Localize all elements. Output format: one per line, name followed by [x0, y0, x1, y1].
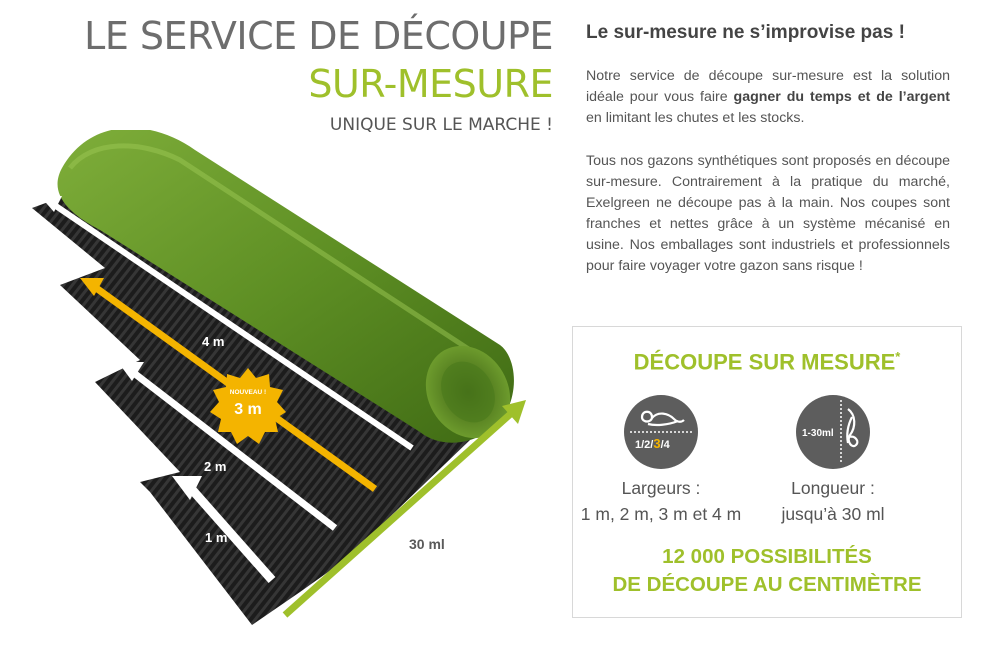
width-cut-icon — [624, 395, 698, 469]
box-title — [573, 349, 961, 375]
label-2m: 2 m — [204, 459, 227, 474]
details-paragraph: Tous nos gazons synthétiques sont proposés en découpe sur-mesure. Contrairement à la pratique du marché, Exelgreen ne découpe pas à la main. Nos coupes sont franches et nettes grâce à un système mécanisé en usine. Nos emballages sont industriels et professionnels pour faire voyager votre gazon sans risque ! — [586, 153, 950, 274]
custom-cut-box — [572, 326, 962, 618]
icon2-text: 1-30ml — [802, 428, 834, 439]
scissors-length-icon — [796, 395, 870, 469]
possibilities-text — [573, 543, 961, 599]
badge-3m-text: 3 m — [234, 401, 262, 418]
label-30ml: 30 ml — [409, 536, 445, 552]
icon1-text-a: 1/2/ — [635, 439, 654, 451]
content-heading: Le sur-mesure ne s’improvise pas ! — [586, 22, 905, 43]
intro-paragraph — [586, 66, 950, 129]
page-title-line2: SUR-MESURE — [308, 62, 553, 106]
length-info — [738, 475, 928, 527]
svg-text:1/2/3/4 — [635, 436, 671, 451]
icon1-text-c: /4 — [660, 439, 670, 451]
label-4m: 4 m — [202, 334, 225, 349]
possibilities-line1: 12 000 POSSIBILITÉS — [662, 545, 872, 568]
possibilities-line2: DE DÉCOUPE AU CENTIMÈTRE — [612, 573, 922, 596]
intro-text-a: Notre service de découpe sur-mesure est la solution idéale pour vous faire — [586, 68, 950, 105]
badge-new-text: NOUVEAU ! — [229, 389, 267, 396]
width-label: Largeurs : — [621, 478, 701, 498]
page-tagline: UNIQUE SUR LE MARCHE ! — [329, 115, 553, 135]
box-title-text: DÉCOUPE SUR MESURE — [633, 349, 896, 375]
length-values: jusqu’à 30 ml — [781, 504, 885, 524]
turf-roll-illustration — [0, 130, 560, 645]
icon1-text-b: 3 — [653, 436, 661, 451]
intro-text-b: en limitant les chutes et les stocks. — [586, 110, 805, 126]
scissors-roll-icon — [624, 395, 698, 469]
label-1m: 1 m — [205, 530, 228, 545]
length-cut-icon — [796, 395, 870, 469]
page-title-line1: LE SERVICE DE DÉCOUPE — [84, 14, 553, 58]
length-label: Longueur : — [791, 478, 875, 498]
intro-text-bold: gagner du temps et de l’argent — [733, 89, 950, 105]
box-title-asterisk: * — [895, 349, 901, 364]
width-values: 1 m, 2 m, 3 m et 4 m — [580, 504, 742, 524]
width-info — [566, 475, 756, 527]
